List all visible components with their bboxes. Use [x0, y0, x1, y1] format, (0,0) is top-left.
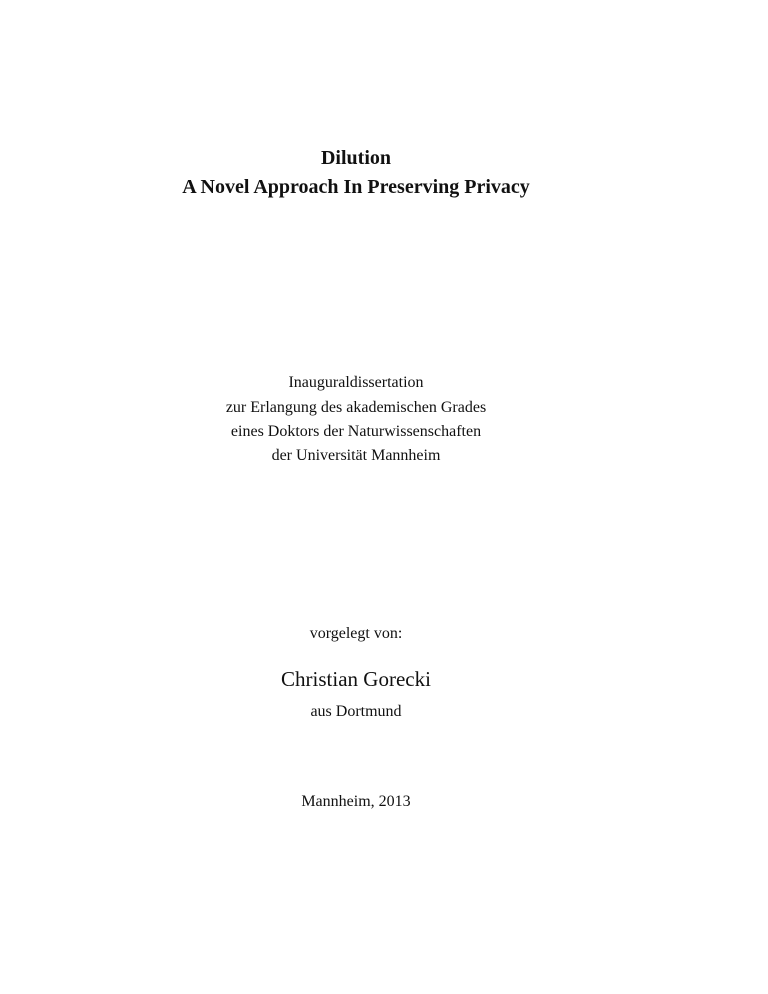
presented-by-label: vorgelegt von: — [309, 625, 403, 642]
author-origin: aus Dortmund — [310, 703, 402, 720]
author-name: Christian Gorecki — [281, 667, 431, 691]
degree-purpose-line: zur Erlangung des akademischen Grades — [225, 399, 487, 416]
thesis-subtitle: A Novel Approach In Preserving Privacy — [182, 176, 530, 198]
thesis-title: Dilution — [320, 147, 392, 169]
place-and-year: Mannheim, 2013 — [301, 793, 411, 810]
dissertation-type: Inauguraldissertation — [288, 374, 424, 391]
degree-name-line: eines Doktors der Naturwissenschaften — [230, 423, 482, 440]
university-line: der Universität Mannheim — [271, 447, 441, 464]
